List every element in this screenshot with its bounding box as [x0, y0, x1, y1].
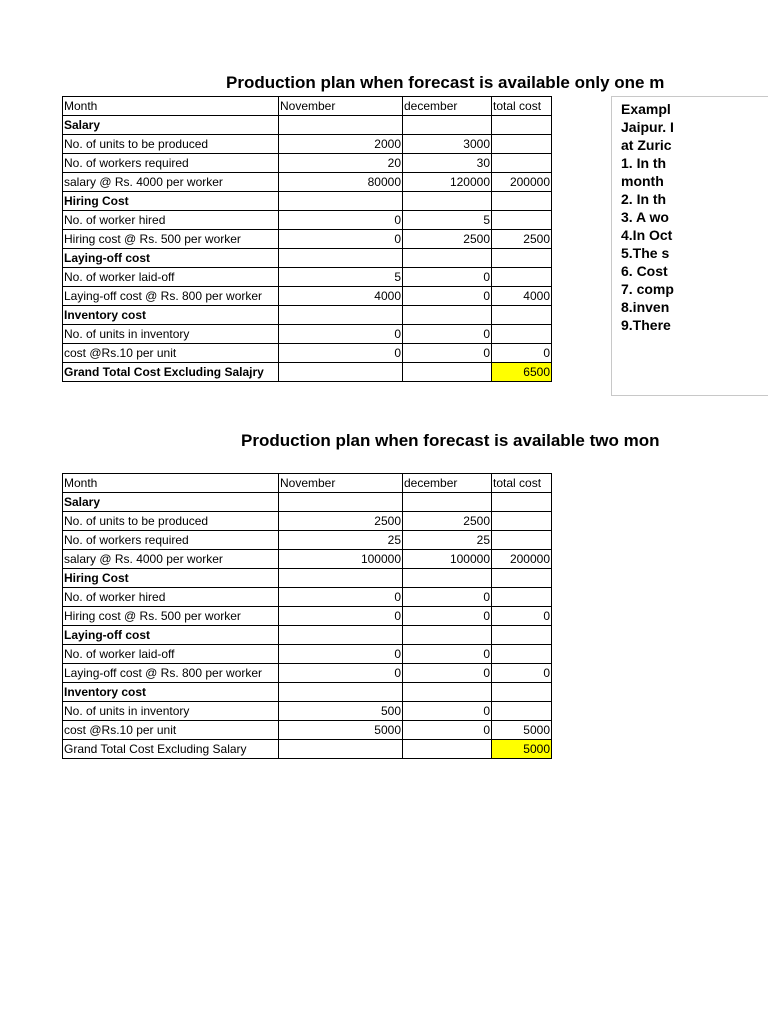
table-row	[63, 664, 552, 683]
cell-december[interactable]: 0	[403, 607, 492, 626]
cell-november[interactable]	[279, 192, 403, 211]
cell-december[interactable]: 0	[403, 645, 492, 664]
table-row-grand-total	[63, 363, 552, 382]
row-label[interactable]: Hiring cost @ Rs. 500 per worker	[63, 230, 279, 249]
cell-november[interactable]: 80000	[279, 173, 403, 192]
cell-total-cost[interactable]	[492, 683, 552, 702]
cell-total-cost[interactable]	[492, 702, 552, 721]
cell-total-cost[interactable]	[492, 493, 552, 512]
table-row	[63, 721, 552, 740]
header-november[interactable]: November	[279, 97, 403, 116]
table-row	[63, 268, 552, 287]
table-row	[63, 154, 552, 173]
production-plan-table-one-month	[62, 96, 552, 382]
table-row-hiring-section	[63, 192, 552, 211]
cell-november[interactable]: 0	[279, 230, 403, 249]
example-line: 5.The s	[621, 245, 670, 261]
cell-november[interactable]	[279, 569, 403, 588]
row-label[interactable]: No. of units to be produced	[63, 135, 279, 154]
cell-december[interactable]: 2500	[403, 230, 492, 249]
cell-total-cost[interactable]	[492, 116, 552, 135]
production-plan-title-one-month: Production plan when forecast is available only one m	[226, 73, 665, 92]
row-label[interactable]: No. of units in inventory	[63, 702, 279, 721]
cell-total-cost[interactable]	[492, 211, 552, 230]
cell-december[interactable]: 0	[403, 702, 492, 721]
table-row	[63, 135, 552, 154]
cell-december[interactable]	[403, 192, 492, 211]
table-row	[63, 325, 552, 344]
cell-november[interactable]: 0	[279, 607, 403, 626]
table-row-inventory-section	[63, 306, 552, 325]
row-label[interactable]: No. of units to be produced	[63, 512, 279, 531]
cell-november[interactable]: 0	[279, 325, 403, 344]
cell-total-cost[interactable]: 0	[492, 664, 552, 683]
table-header-row	[63, 97, 552, 116]
cell-december[interactable]: 3000	[403, 135, 492, 154]
cell-november[interactable]	[279, 363, 403, 382]
cell-november[interactable]: 0	[279, 664, 403, 683]
header-month[interactable]: Month	[63, 474, 279, 493]
cell-november[interactable]: 2500	[279, 512, 403, 531]
cell-december[interactable]	[403, 306, 492, 325]
cell-november[interactable]: 100000	[279, 550, 403, 569]
table-row	[63, 607, 552, 626]
example-text-box[interactable]	[611, 96, 768, 396]
table-row	[63, 550, 552, 569]
example-line: Jaipur. I	[621, 119, 674, 135]
header-december[interactable]: december	[403, 474, 492, 493]
cell-november[interactable]	[279, 249, 403, 268]
example-line: Exampl	[621, 101, 671, 117]
cell-december[interactable]	[403, 626, 492, 645]
row-label[interactable]: cost @Rs.10 per unit	[63, 344, 279, 363]
cell-total-cost[interactable]	[492, 325, 552, 344]
cell-december[interactable]: 120000	[403, 173, 492, 192]
cell-total-cost[interactable]	[492, 531, 552, 550]
cell-total-cost[interactable]	[492, 569, 552, 588]
row-label[interactable]: Salary	[63, 116, 279, 135]
cell-total-cost[interactable]: 4000	[492, 287, 552, 306]
row-label[interactable]: Inventory cost	[63, 306, 279, 325]
cell-total-cost[interactable]: 0	[492, 344, 552, 363]
table-row-salary-section	[63, 116, 552, 135]
cell-total-cost[interactable]	[492, 249, 552, 268]
cell-december[interactable]	[403, 740, 492, 759]
example-line: 8.inven	[621, 299, 670, 315]
example-line: 1. In th	[621, 155, 667, 171]
cell-total-cost[interactable]: 2500	[492, 230, 552, 249]
cell-november[interactable]: 2000	[279, 135, 403, 154]
row-label[interactable]: Laying-off cost	[63, 249, 279, 268]
grand-total-cell[interactable]: 6500	[492, 363, 552, 382]
cell-november[interactable]: 4000	[279, 287, 403, 306]
cell-total-cost[interactable]	[492, 306, 552, 325]
row-label[interactable]: salary @ Rs. 4000 per worker	[63, 173, 279, 192]
cell-november[interactable]: 5000	[279, 721, 403, 740]
row-label[interactable]: No. of worker hired	[63, 211, 279, 230]
cell-november[interactable]: 0	[279, 211, 403, 230]
cell-total-cost[interactable]	[492, 154, 552, 173]
table-row-salary-section	[63, 493, 552, 512]
row-label[interactable]: cost @Rs.10 per unit	[63, 721, 279, 740]
cell-total-cost[interactable]: 200000	[492, 173, 552, 192]
table-row	[63, 287, 552, 306]
cell-november[interactable]: 5	[279, 268, 403, 287]
cell-december[interactable]: 0	[403, 664, 492, 683]
table-row-hiring-section	[63, 569, 552, 588]
cell-total-cost[interactable]	[492, 135, 552, 154]
cell-november[interactable]	[279, 493, 403, 512]
header-november[interactable]: November	[279, 474, 403, 493]
row-label[interactable]: No. of worker laid-off	[63, 268, 279, 287]
cell-december[interactable]: 0	[403, 325, 492, 344]
cell-november[interactable]	[279, 626, 403, 645]
table-row	[63, 588, 552, 607]
cell-december[interactable]: 0	[403, 344, 492, 363]
cell-december[interactable]	[403, 493, 492, 512]
cell-december[interactable]: 25	[403, 531, 492, 550]
cell-total-cost[interactable]	[492, 588, 552, 607]
cell-november[interactable]: 20	[279, 154, 403, 173]
cell-november[interactable]	[279, 116, 403, 135]
cell-total-cost[interactable]	[492, 192, 552, 211]
row-label[interactable]: Hiring cost @ Rs. 500 per worker	[63, 607, 279, 626]
cell-november[interactable]	[279, 306, 403, 325]
row-label[interactable]: Grand Total Cost Excluding Salajry	[63, 363, 279, 382]
cell-november[interactable]: 0	[279, 344, 403, 363]
table-row	[63, 173, 552, 192]
table-row	[63, 344, 552, 363]
cell-december[interactable]	[403, 249, 492, 268]
table-row	[63, 645, 552, 664]
header-month[interactable]: Month	[63, 97, 279, 116]
row-label[interactable]: Salary	[63, 493, 279, 512]
cell-november[interactable]: 0	[279, 588, 403, 607]
production-plan-table-two-months	[62, 473, 552, 759]
row-label[interactable]: Laying-off cost @ Rs. 800 per worker	[63, 287, 279, 306]
cell-total-cost[interactable]: 0	[492, 607, 552, 626]
row-label[interactable]: No. of workers required	[63, 531, 279, 550]
cell-december[interactable]: 0	[403, 588, 492, 607]
row-label[interactable]: Grand Total Cost Excluding Salary	[63, 740, 279, 759]
grand-total-cell[interactable]: 5000	[492, 740, 552, 759]
example-line: 4.In Oct	[621, 227, 673, 243]
row-label[interactable]: salary @ Rs. 4000 per worker	[63, 550, 279, 569]
table-row-layoff-section	[63, 249, 552, 268]
header-december[interactable]: december	[403, 97, 492, 116]
table-row-grand-total	[63, 740, 552, 759]
cell-total-cost[interactable]	[492, 626, 552, 645]
table-row	[63, 702, 552, 721]
example-line: 2. In th	[621, 191, 667, 207]
cell-november[interactable]: 0	[279, 645, 403, 664]
cell-december[interactable]: 100000	[403, 550, 492, 569]
table-row	[63, 531, 552, 550]
row-label[interactable]: No. of units in inventory	[63, 325, 279, 344]
row-label[interactable]: No. of worker laid-off	[63, 645, 279, 664]
example-line: at Zuric	[621, 137, 672, 153]
cell-november[interactable]: 25	[279, 531, 403, 550]
cell-december[interactable]: 5	[403, 211, 492, 230]
cell-total-cost[interactable]	[492, 268, 552, 287]
table-row	[63, 230, 552, 249]
table-row-layoff-section	[63, 626, 552, 645]
table-row	[63, 512, 552, 531]
cell-december[interactable]	[403, 363, 492, 382]
table-header-row	[63, 474, 552, 493]
cell-total-cost[interactable]	[492, 645, 552, 664]
example-line: month	[621, 173, 664, 189]
example-line: 9.There	[621, 317, 671, 333]
cell-december[interactable]: 0	[403, 721, 492, 740]
cell-december[interactable]: 0	[403, 287, 492, 306]
row-label[interactable]: Inventory cost	[63, 683, 279, 702]
cell-december[interactable]	[403, 116, 492, 135]
cell-december[interactable]: 0	[403, 268, 492, 287]
row-label[interactable]: Hiring Cost	[63, 192, 279, 211]
example-line: 3. A wo	[621, 209, 669, 225]
cell-november[interactable]: 500	[279, 702, 403, 721]
cell-december[interactable]: 30	[403, 154, 492, 173]
header-total-cost[interactable]: total cost	[492, 474, 552, 493]
cell-total-cost[interactable]	[492, 512, 552, 531]
cell-december[interactable]	[403, 683, 492, 702]
row-label[interactable]: Hiring Cost	[63, 569, 279, 588]
cell-total-cost[interactable]: 5000	[492, 721, 552, 740]
header-total-cost[interactable]: total cost	[492, 97, 552, 116]
cell-november[interactable]	[279, 740, 403, 759]
table-row	[63, 211, 552, 230]
cell-total-cost[interactable]: 200000	[492, 550, 552, 569]
table-row-inventory-section	[63, 683, 552, 702]
cell-december[interactable]: 2500	[403, 512, 492, 531]
row-label[interactable]: No. of workers required	[63, 154, 279, 173]
cell-december[interactable]	[403, 569, 492, 588]
row-label[interactable]: Laying-off cost @ Rs. 800 per worker	[63, 664, 279, 683]
row-label[interactable]: Laying-off cost	[63, 626, 279, 645]
cell-november[interactable]	[279, 683, 403, 702]
example-line: 6. Cost	[621, 263, 668, 279]
row-label[interactable]: No. of worker hired	[63, 588, 279, 607]
example-line: 7. comp	[621, 281, 674, 297]
production-plan-title-two-months: Production plan when forecast is available two mon	[241, 431, 660, 450]
